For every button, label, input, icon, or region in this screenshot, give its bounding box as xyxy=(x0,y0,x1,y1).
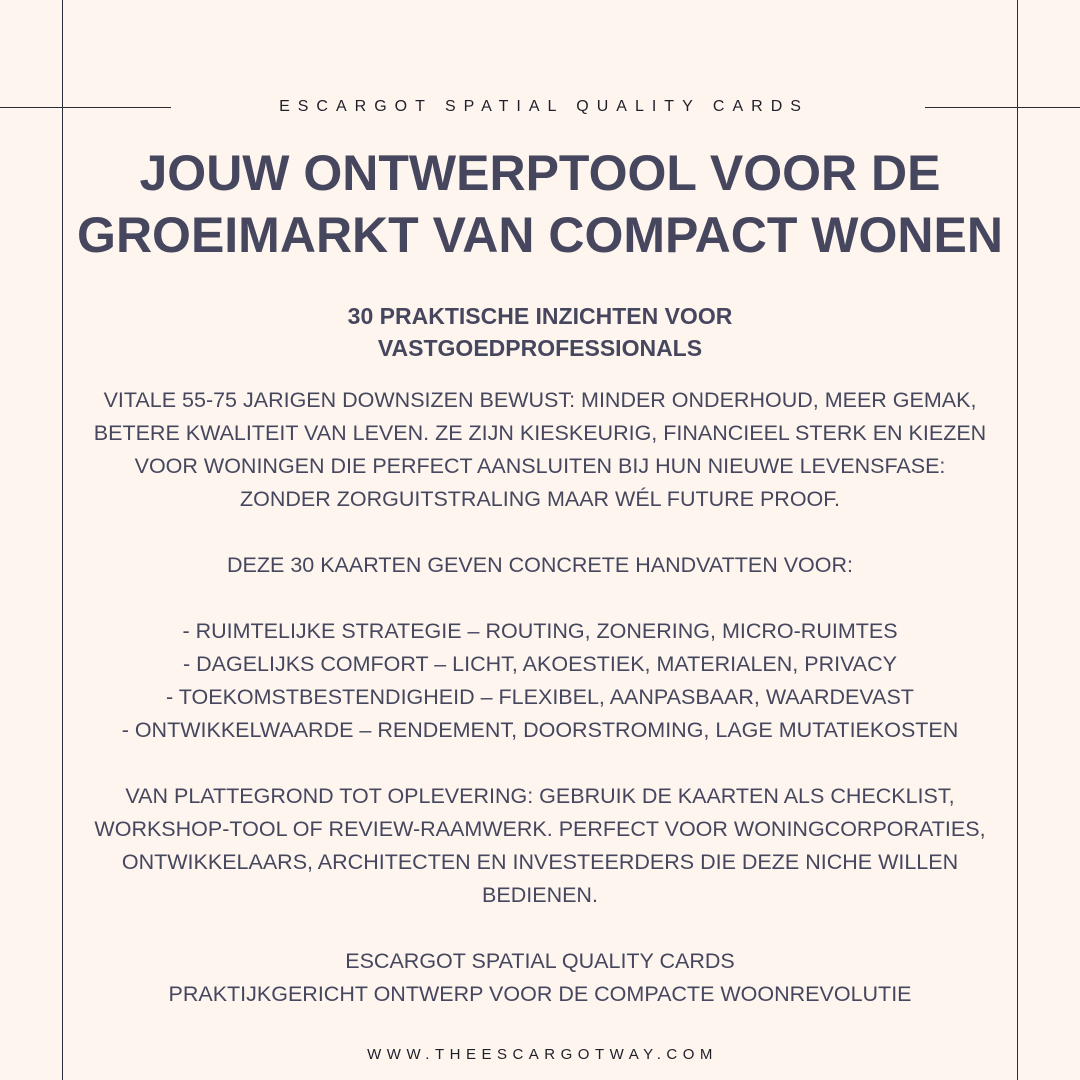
usage-line: BEDIENEN. xyxy=(482,883,598,907)
usage-line: VAN PLATTEGROND TOT OPLEVERING: GEBRUIK DE KAARTEN ALS CHECKLIST, xyxy=(125,784,955,808)
headline-line: JOUW ONTWERPTOOL VOOR DE xyxy=(139,145,941,201)
left-border-line xyxy=(62,0,63,1080)
closing-paragraph xyxy=(70,945,1010,1011)
website-url[interactable]: WWW.THEESCARGOTWAY.COM xyxy=(367,1046,718,1063)
headline-line: GROEIMARKT VAN COMPACT WONEN xyxy=(77,207,1003,263)
closing-line: PRAKTIJKGERICHT ONTWERP VOOR DE COMPACTE WOONREVOLUTIE xyxy=(168,982,912,1006)
body-text xyxy=(70,384,1010,1011)
spacer xyxy=(70,912,1010,945)
list-item: - TOEKOMSTBESTENDIGHEID – FLEXIBEL, AANPASBAAR, WAARDEVAST xyxy=(166,685,914,709)
subheadline-line: VASTGOEDPROFESSIONALS xyxy=(377,335,703,361)
headline xyxy=(70,142,1010,266)
list-intro: DEZE 30 KAARTEN GEVEN CONCRETE HANDVATTEN VOOR: xyxy=(227,553,853,577)
list-item: - RUIMTELIJKE STRATEGIE – ROUTING, ZONERING, MICRO-RUIMTES xyxy=(182,619,898,643)
spacer xyxy=(70,582,1010,615)
closing-line: ESCARGOT SPATIAL QUALITY CARDS xyxy=(345,949,735,973)
intro-line: BETERE KWALITEIT VAN LEVEN. ZE ZIJN KIESKEURIG, FINANCIEEL STERK EN KIEZEN xyxy=(93,421,987,445)
intro-line: VOOR WONINGEN DIE PERFECT AANSLUITEN BIJ HUN NIEUWE LEVENSFASE: xyxy=(134,454,946,478)
eyebrow-title: ESCARGOT SPATIAL QUALITY CARDS xyxy=(279,98,809,115)
spacer xyxy=(70,747,1010,780)
usage-line: WORKSHOP-TOOL OF REVIEW-RAAMWERK. PERFECT VOOR WONINGCORPORATIES, xyxy=(94,817,986,841)
right-border-line xyxy=(1017,0,1018,1080)
list-item: - DAGELIJKS COMFORT – LICHT, AKOESTIEK, MATERIALEN, PRIVACY xyxy=(182,652,898,676)
intro-line: VITALE 55-75 JARIGEN DOWNSIZEN BEWUST: MINDER ONDERHOUD, MEER GEMAK, xyxy=(103,388,977,412)
intro-line: ZONDER ZORGUITSTRALING MAAR WÉL FUTURE PROOF. xyxy=(239,487,841,511)
intro-paragraph xyxy=(70,384,1010,516)
list-item: - ONTWIKKELWAARDE – RENDEMENT, DOORSTROMING, LAGE MUTATIEKOSTEN xyxy=(121,718,959,742)
subheadline xyxy=(70,300,1010,364)
focus-list xyxy=(70,615,1010,747)
usage-line: ONTWIKKELAARS, ARCHITECTEN EN INVESTEERDERS DIE DEZE NICHE WILLEN xyxy=(121,850,959,874)
usage-paragraph xyxy=(70,780,1010,912)
spacer xyxy=(70,516,1010,549)
subheadline-line: 30 PRAKTISCHE INZICHTEN VOOR xyxy=(347,303,733,329)
